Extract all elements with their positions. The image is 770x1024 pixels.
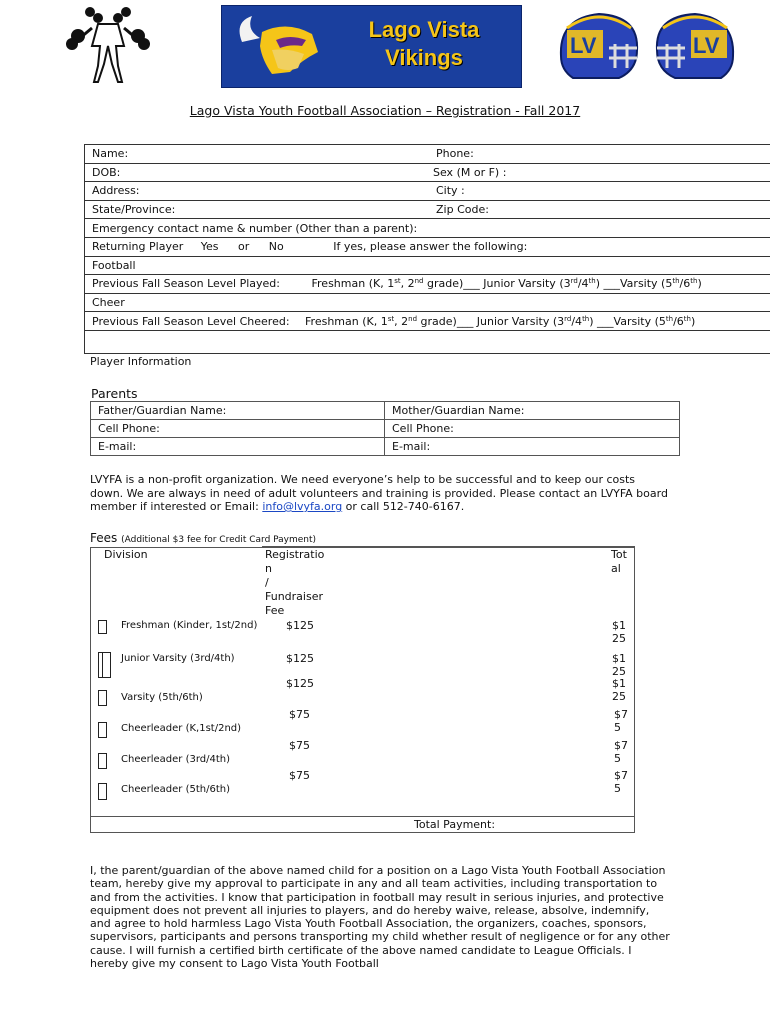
name-field[interactable]: Name: bbox=[85, 145, 430, 164]
helmet-letters-right: LV bbox=[693, 33, 720, 58]
parents-table bbox=[90, 401, 680, 456]
total-line bbox=[90, 816, 635, 817]
helmet-icon bbox=[553, 8, 645, 84]
blank-row bbox=[85, 330, 770, 353]
form-title: Lago Vista Youth Football Association – Registration - Fall 2017 bbox=[189, 103, 581, 118]
waiver-text: I, the parent/guardian of the above named child for a position on a Lago Vista Youth Football Association team, hereby give my approval to participate in any and all team activities, including transportation to and from the activities. I know that participation in football may result in serious injuries, and protective equipment does not prevent all injuries to players, and do hereby waive, release, absolve, indemnify, and agree to hold harmless Lago Vista Youth Football Association, the organizers, coaches, sponsors, supervisors, participants and persons transporting my child whether result of negligence or for any other cause. I will furnish a certified birth certificate of the above named candidate to League Officials. I hereby give my consent to Lago Vista Youth Football bbox=[90, 864, 670, 971]
fee-row-price: $125 bbox=[286, 677, 314, 690]
cheer-5-6-checkbox[interactable] bbox=[98, 783, 107, 800]
fee-row-label: Cheerleader (3rd/4th) bbox=[121, 754, 231, 765]
prev-played-row[interactable] bbox=[85, 275, 770, 294]
player-info-table bbox=[84, 144, 770, 354]
prev-cheered-label: Previous Fall Season Level Cheered: bbox=[92, 314, 290, 328]
viking-head-icon bbox=[232, 12, 332, 82]
father-email-field[interactable]: E-mail: bbox=[91, 438, 385, 456]
parents-heading: Parents bbox=[91, 386, 138, 401]
or-text: or bbox=[238, 240, 250, 254]
fee-row-total: $7 5 bbox=[614, 769, 628, 795]
fee-row-price: $75 bbox=[289, 739, 310, 752]
city-field[interactable]: City : bbox=[429, 182, 770, 201]
mother-cell-field[interactable]: Cell Phone: bbox=[385, 420, 680, 438]
mother-email-field[interactable]: E-mail: bbox=[385, 438, 680, 456]
notice-text: LVYFA is a non-profit organization. We need everyone’s help to be successful and to keep our costs down. We are always in need of adult volunteers and training is provided. Please contact an LVYFA board member if interested or Email: bbox=[90, 473, 668, 513]
vikings-banner bbox=[221, 5, 522, 88]
cheer-k-checkbox[interactable] bbox=[98, 722, 107, 738]
junior-varsity-checkbox-2[interactable] bbox=[102, 652, 111, 678]
fee-row-label: Cheerleader (K,1st/2nd) bbox=[121, 723, 242, 734]
fee-row-price: $75 bbox=[289, 708, 310, 721]
division-header: Division bbox=[104, 548, 148, 561]
fees-note: (Additional $3 fee for Credit Card Payment) bbox=[121, 535, 317, 545]
no-option[interactable]: No bbox=[268, 240, 284, 254]
cheerleader-logo bbox=[62, 6, 154, 84]
returning-player-row bbox=[85, 237, 770, 256]
fee-row-label: Cheerleader (5th/6th) bbox=[121, 784, 230, 795]
fee-row-label: Freshman (Kinder, 1st/2nd) bbox=[121, 620, 258, 631]
cheer-3-4-checkbox[interactable] bbox=[98, 753, 107, 769]
level-options-football[interactable]: Freshman (K, 1st, 2nd grade)___ Junior Varsity (3rd/4th) ___Varsity (5th/6th) bbox=[311, 277, 702, 291]
fee-row-price: $125 bbox=[286, 652, 314, 665]
helmet-icon bbox=[647, 8, 742, 84]
dob-field[interactable]: DOB: bbox=[85, 163, 430, 182]
address-field[interactable]: Address: bbox=[85, 182, 430, 201]
mother-name-field[interactable]: Mother/Guardian Name: bbox=[385, 402, 680, 420]
father-name-field[interactable]: Father/Guardian Name: bbox=[91, 402, 385, 420]
notice-tail: or call 512-740-6167. bbox=[342, 500, 465, 513]
registration-header: Registratio n / Fundraiser Fee bbox=[265, 548, 325, 617]
fee-row-label: Varsity (5th/6th) bbox=[121, 692, 203, 703]
zip-field[interactable]: Zip Code: bbox=[429, 200, 770, 219]
state-field[interactable]: State/Province: bbox=[85, 200, 430, 219]
level-options-cheer[interactable]: Freshman (K, 1st, 2nd grade)___ Junior Varsity (3rd/4th) ___Varsity (5th/6th) bbox=[305, 314, 696, 328]
helmet-letters-left: LV bbox=[570, 33, 597, 58]
banner-title: Lago Vista Vikings bbox=[368, 17, 480, 70]
emergency-contact-field[interactable]: Emergency contact name & number (Other than a parent): bbox=[85, 219, 770, 238]
fee-row-total: $1 25 bbox=[612, 619, 626, 645]
email-link[interactable]: info@lvyfa.org bbox=[262, 500, 343, 513]
volunteer-notice bbox=[90, 473, 670, 514]
total-payment-label: Total Payment: bbox=[414, 818, 496, 831]
player-information-label: Player Information bbox=[90, 355, 192, 368]
fees-heading bbox=[90, 531, 316, 545]
fee-row-price: $75 bbox=[289, 769, 310, 782]
freshman-checkbox[interactable] bbox=[98, 620, 107, 634]
prev-played-label: Previous Fall Season Level Played: bbox=[92, 277, 280, 291]
fee-row-total: $7 5 bbox=[614, 708, 628, 734]
varsity-checkbox[interactable] bbox=[98, 690, 107, 706]
prev-cheered-row[interactable] bbox=[85, 312, 770, 331]
fees-title: Fees bbox=[90, 531, 118, 545]
if-yes-text: If yes, please answer the following: bbox=[333, 240, 528, 254]
father-cell-field[interactable]: Cell Phone: bbox=[91, 420, 385, 438]
cheer-label: Cheer bbox=[85, 293, 770, 312]
fee-row-total: $1 25 bbox=[612, 677, 626, 703]
yes-option[interactable]: Yes bbox=[200, 240, 219, 254]
sex-field[interactable]: Sex (M or F) : bbox=[429, 163, 770, 182]
fee-row-total: $7 5 bbox=[614, 739, 628, 765]
phone-field[interactable]: Phone: bbox=[429, 145, 770, 164]
football-label: Football bbox=[85, 256, 770, 275]
fee-row-label: Junior Varsity (3rd/4th) bbox=[121, 653, 235, 664]
fee-row-total: $1 25 bbox=[612, 652, 626, 678]
total-header: Tot al bbox=[611, 548, 627, 575]
returning-label: Returning Player bbox=[92, 240, 184, 254]
fee-row-price: $125 bbox=[286, 619, 314, 632]
